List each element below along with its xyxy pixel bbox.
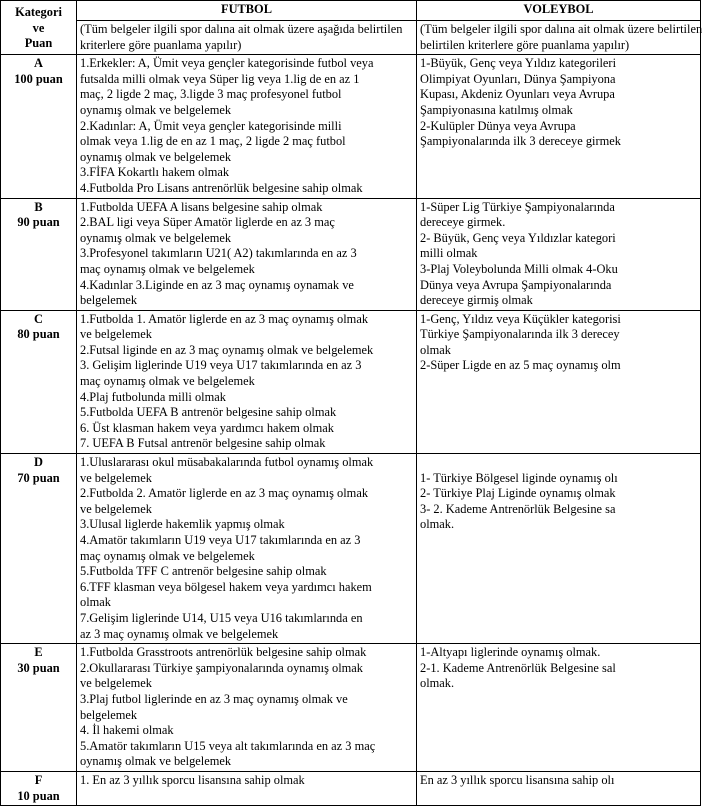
football-criteria-line: 7. UEFA B Futsal antrenör belgesine sahip olmak xyxy=(80,436,326,451)
football-criteria-line: 1.Uluslararası okul müsabakalarında futbol oynamış olmak xyxy=(80,455,374,470)
volleyball-criteria-line: Kupası, Akdeniz Oyunları veya Avrupa xyxy=(420,87,615,102)
volleyball-criteria-cell xyxy=(417,310,701,453)
volleyball-criteria-line: En az 3 yıllık sporcu lisansına sahip olı xyxy=(420,772,615,787)
football-note-line: (Tüm belgeler ilgili spor dalına ait olmak üzere aşağıda belirtilen xyxy=(80,22,403,36)
volleyball-criteria-line: Türkiye Şampiyonalarında ilk 3 derecey xyxy=(420,327,620,342)
volleyball-note-line: belirtilen kriterlere göre puanlama yapılır) xyxy=(420,37,630,52)
football-criteria-line: futsalda milli olmak veya Süper lig veya 1.lig de en az 1 xyxy=(80,71,360,86)
football-criteria-line: 3.FİFA Kokartlı hakem olmak xyxy=(80,165,230,180)
football-criteria-cell xyxy=(77,198,417,310)
volleyball-criteria-cell xyxy=(417,454,701,644)
category-points: 90 puan xyxy=(17,215,60,230)
football-criteria-line: 5.Futbolda UEFA B antrenör belgesine sahip olmak xyxy=(80,405,337,420)
football-criteria-line: oynamış olmak ve belgelemek xyxy=(80,149,232,164)
football-criteria-cell xyxy=(77,310,417,453)
football-criteria-line: ve belgelemek xyxy=(80,676,152,691)
football-criteria-line: 2.Futsal liginde en az 3 maç oynamış olmak ve belgelemek xyxy=(80,342,374,357)
football-criteria-line: 2.BAL ligi veya Süper Amatör liglerde en az 3 maç xyxy=(80,215,335,230)
volleyball-criteria-cell xyxy=(417,198,701,310)
football-criteria-line: 4. İl hakemi olmak xyxy=(80,723,174,738)
category-row xyxy=(1,771,701,805)
category-cell xyxy=(1,454,77,644)
volleyball-criteria-line: 3- 2. Kademe Antrenörlük Belgesine sa xyxy=(420,501,616,516)
note-row xyxy=(1,21,701,55)
football-criteria-line: 3.Profesyonel takımların U21( A2) takımlarında en az 3 xyxy=(80,246,357,261)
volleyball-criteria-line: olmak. xyxy=(420,517,455,532)
football-criteria-cell xyxy=(77,55,417,198)
volleyball-criteria-line: 2-1. Kademe Antrenörlük Belgesine sal xyxy=(420,660,616,675)
category-row xyxy=(1,454,701,644)
volleyball-criteria-line: olmak xyxy=(420,342,451,357)
football-criteria-line: oynamış olmak ve belgelemek xyxy=(80,754,232,769)
football-criteria-line: 4.Kadınlar 3.Liginde en az 3 maç oynamış oynamak ve xyxy=(80,277,354,292)
football-criteria-line: olmak veya 1.lig de en az 1 maç, 2 ligde 2 maç futbol xyxy=(80,134,346,149)
football-criteria-line: 5.Amatör takımların U15 veya alt takımlarında en az 3 maç xyxy=(80,738,376,753)
volleyball-criteria-line: 1-Altyapı liglerinde oynamış olmak. xyxy=(420,645,601,660)
category-letter: A xyxy=(34,56,43,71)
football-criteria-cell xyxy=(77,644,417,772)
football-criteria-line: 5.Futbolda TFF C antrenör belgesine sahip olmak xyxy=(80,564,327,579)
volleyball-criteria-line: 2- Türkiye Plaj Liginde oynamış olmak xyxy=(420,486,616,501)
category-row xyxy=(1,310,701,453)
football-criteria-line: 4.Futbolda Pro Lisans antrenörlük belgesine sahip olmak xyxy=(80,180,363,195)
football-criteria-line: belgelemek xyxy=(80,293,138,308)
football-criteria-line: 2.Okullararası Türkiye şampiyonalarında oynamış olmak xyxy=(80,660,363,675)
volleyball-criteria-line: olmak. xyxy=(420,676,455,691)
football-criteria-line: 6.TFF klasman veya bölgesel hakem veya yardımcı hakem xyxy=(80,579,372,594)
football-criteria-line: oynamış olmak ve belgelemek xyxy=(80,102,232,117)
volleyball-criteria-line: Dünya veya Avrupa Şampiyonalarında xyxy=(420,277,612,292)
category-points: 30 puan xyxy=(17,660,60,675)
volleyball-criteria-line: Olimpiyat Oyunları, Dünya Şampiyona xyxy=(420,71,616,86)
category-header-line: Kategori xyxy=(15,5,62,19)
volleyball-header: VOLEYBOL xyxy=(417,1,701,21)
football-criteria-line: 1.Erkekler: A, Ümit veya gençler kategorisinde futbol veya xyxy=(80,56,374,71)
football-criteria-line: 2.Kadınlar: A, Ümit veya gençler kategorisinde milli xyxy=(80,118,342,133)
category-header xyxy=(1,1,77,55)
football-criteria-line: 1.Futbolda Grasstroots antrenörlük belgesine sahip olmak xyxy=(80,645,367,660)
volleyball-criteria-cell xyxy=(417,644,701,772)
football-criteria-line: belgelemek xyxy=(80,707,138,722)
football-criteria-line: az 3 maç oynamış olmak ve belgelemek xyxy=(80,626,279,641)
volleyball-criteria-line: dereceye girmek. xyxy=(420,215,506,230)
football-note-line: kriterlere göre puanlama yapılır) xyxy=(80,37,242,52)
category-cell xyxy=(1,198,77,310)
volleyball-criteria-line: 1-Genç, Yıldız veya Küçükler kategorisi xyxy=(420,311,621,326)
volleyball-criteria-line: 3-Plaj Voleybolunda Milli olmak 4-Oku xyxy=(420,261,618,276)
category-cell xyxy=(1,310,77,453)
football-criteria-line: 6. Üst klasman hakem veya yardımcı hakem olmak xyxy=(80,420,334,435)
football-criteria-line: maç, 2 ligde 2 maç, 3.ligde 3 maç profesyonel futbol xyxy=(80,87,342,102)
football-criteria-line: 1.Futbolda 1. Amatör liglerde en az 3 maç oynamış olmak xyxy=(80,311,369,326)
football-note xyxy=(77,21,417,55)
volleyball-criteria-cell xyxy=(417,55,701,198)
volleyball-criteria-line: 1- Türkiye Bölgesel liginde oynamış olı xyxy=(420,470,618,485)
football-criteria-line: 4.Plaj futbolunda milli olmak xyxy=(80,389,226,404)
category-cell xyxy=(1,644,77,772)
football-criteria-line: olmak xyxy=(80,595,111,610)
category-row xyxy=(1,644,701,772)
football-criteria-line: 1. En az 3 yıllık sporcu lisansına sahip olmak xyxy=(80,772,305,787)
volleyball-criteria-line: Şampiyonalarında ilk 3 dereceye girmek xyxy=(420,134,621,149)
football-criteria-line: 7.Gelişim liglerinde U14, U15 veya U16 takımlarında en xyxy=(80,610,363,625)
football-criteria-line: maç oynamış olmak ve belgelemek xyxy=(80,261,255,276)
category-letter: E xyxy=(34,645,43,660)
volleyball-note xyxy=(417,21,701,55)
football-criteria-line: maç oynamış olmak ve belgelemek xyxy=(80,548,255,563)
volleyball-criteria-line: Şampiyonasına katılmış olmak xyxy=(420,102,573,117)
volleyball-criteria-line: 1-Büyük, Genç veya Yıldız kategorileri xyxy=(420,56,617,71)
football-criteria-line: maç oynamış olmak ve belgelemek xyxy=(80,374,255,389)
football-criteria-line: 4.Amatör takımların U19 veya U17 takımlarında en az 3 xyxy=(80,533,361,547)
volleyball-note-line: (Tüm belgeler ilgili spor dalına ait olmak üzere belirtilen xyxy=(420,22,702,36)
volleyball-criteria-cell xyxy=(417,771,701,805)
header-row xyxy=(1,1,701,21)
volleyball-criteria-line: 2-Kulüpler Dünya veya Avrupa xyxy=(420,118,576,133)
football-criteria-line: 3. Gelişim liglerinde U19 veya U17 takımlarında en az 3 xyxy=(80,358,362,373)
volleyball-criteria-line: 2- Büyük, Genç veya Yıldızlar kategori xyxy=(420,230,616,245)
football-criteria-line: 1.Futbolda UEFA A lisans belgesine sahip olmak xyxy=(80,199,323,214)
football-criteria-line: 3.Plaj futbol liglerinde en az 3 maç oynamış olmak ve xyxy=(80,691,348,706)
football-criteria-line: oynamış olmak ve belgelemek xyxy=(80,230,232,245)
category-header-line: Puan xyxy=(24,36,53,51)
football-criteria-line: ve belgelemek xyxy=(80,501,152,516)
volleyball-criteria-line: 1-Süper Lig Türkiye Şampiyonalarında xyxy=(420,199,615,214)
football-criteria-line: ve belgelemek xyxy=(80,470,152,485)
category-letter: D xyxy=(34,455,43,470)
category-row xyxy=(1,198,701,310)
football-criteria-line: 3.Ulusal liglerde hakemlik yapmış olmak xyxy=(80,517,285,532)
category-row xyxy=(1,55,701,198)
category-points: 80 puan xyxy=(17,327,60,342)
volleyball-criteria-line xyxy=(420,455,697,471)
volleyball-criteria-line: milli olmak xyxy=(420,246,478,261)
football-criteria-cell xyxy=(77,454,417,644)
category-letter: B xyxy=(34,199,43,214)
category-cell xyxy=(1,771,77,805)
volleyball-criteria-line: 2-Süper Ligde en az 5 maç oynamış olm xyxy=(420,358,621,373)
football-criteria-cell xyxy=(77,771,417,805)
category-points: 100 puan xyxy=(14,71,63,86)
football-header: FUTBOL xyxy=(77,1,417,21)
category-points: 10 puan xyxy=(17,788,60,803)
category-cell xyxy=(1,55,77,198)
category-header-line: ve xyxy=(32,20,45,35)
category-points: 70 puan xyxy=(17,470,60,485)
category-letter: F xyxy=(34,772,43,787)
football-criteria-line: 2.Futbolda 2. Amatör liglerde en az 3 maç oynamış olmak xyxy=(80,486,369,501)
football-criteria-line: ve belgelemek xyxy=(80,327,152,342)
category-letter: C xyxy=(34,311,43,326)
volleyball-criteria-line: dereceye girmiş olmak xyxy=(420,293,533,308)
